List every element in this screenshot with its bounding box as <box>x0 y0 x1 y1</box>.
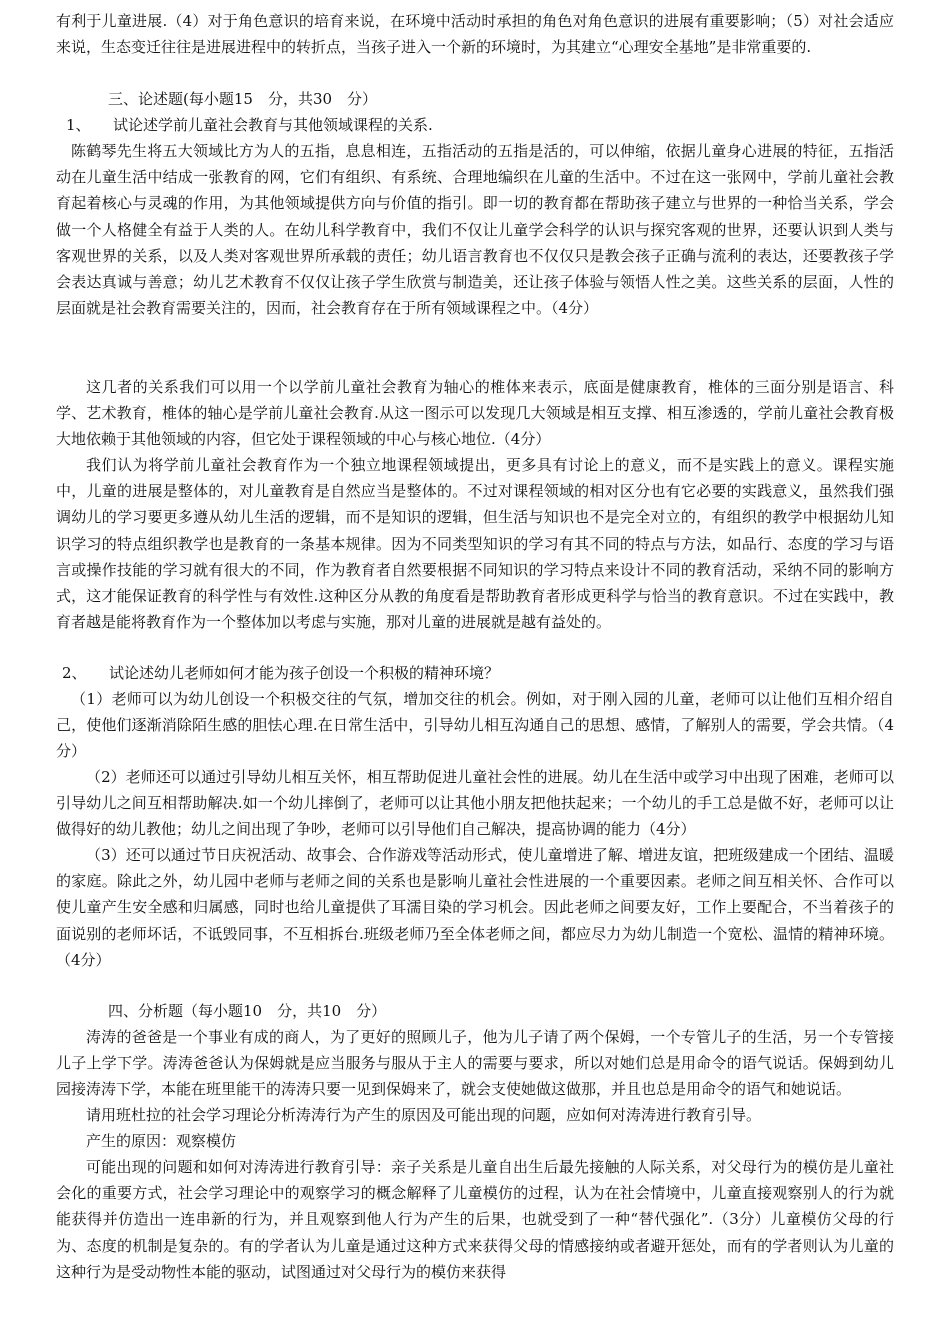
question-2-paragraph-2: （2）老师还可以通过引导幼儿相互关怀，相互帮助促进儿童社会性的进展。幼儿在生活中或学习中出现了困难，老师可以引导幼儿之间互相帮助解决.如一个幼儿摔倒了，老师可以让其他小朋友把他扶起来；一个幼儿的手工总是做不好，老师可以让做得好的幼儿教他；幼儿之间出现了争吵，老师可以引导他们自己解决，提高协调的能力（4分） <box>56 768 894 839</box>
question-1-paragraph-3: 我们认为将学前儿童社会教育作为一个独立地课程领域提出，更多具有讨论上的意义，而不是实践上的意义。课程实施中，儿童的进展是整体的，对儿童教育是自然应当是整体的。不过对课程领域的相对区分也有它必要的实践意义，虽然我们强调幼儿的学习要更多遵从幼儿生活的逻辑，而不是知识的逻辑，但生活与知识也不是完全对立的，有组织的教学中根据幼儿知识学习的特点组织教学也是教育的一条基本规律。因为不同类型知识的学习有其不同的特点与方法，如品行、态度的学习与语言或操作技能的学习就有很大的不同，作为教育者自然要根据不同知识的学习特点来设计不同的教育活动，采纳不同的影响方式，这才能保证教育的科学性与有效性.这种区分从教的角度看是帮助教育者形成更科学与恰当的教育意识。不过在实践中，教育者越是能将教育作为一个整体加以考虑与实施，那对儿童的进展就是越有益处的。 <box>56 456 894 632</box>
section-3-heading: 三、论述题(每小题15 分，共30 分） <box>108 90 378 108</box>
question-1-paragraph-1: 陈鹤琴先生将五大领域比方为人的五指，息息相连，五指活动的五指是活的，可以伸缩，依据儿童身心进展的特征，五指活动在儿童生活中结成一张教育的网，它们有组织、有系统、合理地编织在儿童的生活中。不过在这一张网中，学前儿童社会教育起着核心与灵魂的作用，为其他领域提供方向与价值的指引。即一切的教育都在帮助孩子建立与世界的一种恰当关系，学会做一个人格健全有益于人类的人。在幼儿科学教育中，我们不仅让儿童学会科学的认识与探究客观的世界，还要认识到人类与客观世界的关系，以及人类对客观世界所承载的责任；幼儿语言教育也不仅仅只是教会孩子正确与流利的表达，还要教孩子学会表达真诚与善意；幼儿艺术教育不仅仅让孩子学生欣赏与制造美，还让孩子体验与领悟人性之美。这些关系的层面，人性的层面就是社会教育需要关注的，因而，社会教育存在于所有领域课程之中。（4分） <box>56 142 894 318</box>
analysis-question: 请用班杜拉的社会学习理论分析涛涛行为产生的原因及可能出现的问题，应如何对涛涛进行教育引导。 <box>86 1106 762 1124</box>
section-4-heading: 四、分析题（每小题10 分，共10 分） <box>108 1002 387 1020</box>
intro-paragraph: 有利于儿童进展.（4）对于角色意识的培育来说，在环境中活动时承担的角色对角色意识的进展有重要影响；（5）对社会适应来说，生态变迁往往是进展进程中的转折点，当孩子进入一个新的环境时，为其建立“心理安全基地”是非常重要的. <box>56 12 894 57</box>
question-2-paragraph-1: （1）老师可以为幼儿创设一个积极交往的气氛，增加交往的机会。例如，对于刚入园的儿童，老师可以让他们互相介绍自己，使他们逐渐消除陌生感的胆怯心理.在日常生活中，引导幼儿相互沟通自己的思想、感情，了解别人的需要，学会共情。（4分） <box>56 690 894 761</box>
answer-paragraph: 可能出现的问题和如何对涛涛进行教育引导：亲子关系是儿童自出生后最先接触的人际关系，对父母行为的模仿是儿童社会化的重要方式，社会学习理论中的观察学习的概念解释了儿童模仿的过程，认为在社会情境中，儿童直接观察别人的行为就能获得并仿造出一连串新的行为，并且观察到他人行为产生的后果，也就受到了一种“替代强化”.（3分）儿童模仿父母的行为、态度的机制是复杂的。有的学者认为儿童是通过这种方式来获得父母的情感接纳或者避开惩处，而有的学者则认为儿童的这种行为是受动物性本能的驱动，试图通过对父母行为的模仿来获得 <box>56 1158 894 1281</box>
question-1-paragraph-2: 这几者的关系我们可以用一个以学前儿童社会教育为轴心的椎体来表示，底面是健康教育，椎体的三面分别是语言、科学、艺术教育，椎体的轴心是学前儿童社会教育.从这一图示可以发现几大领域是相互支撑、相互渗透的，学前儿童社会教育极大地依赖于其他领域的内容，但它处于课程领域的中心与核心地位.（4分） <box>56 378 894 449</box>
question-1-title: 1、 试论述学前儿童社会教育与其他领域课程的关系. <box>66 116 433 134</box>
cause-line: 产生的原因：观察模仿 <box>86 1132 237 1150</box>
question-2-title: 2、 试论述幼儿老师如何才能为孩子创设一个积极的精神环境？ <box>62 664 500 682</box>
case-paragraph: 涛涛的爸爸是一个事业有成的商人，为了更好的照顾儿子，他为儿子请了两个保姆，一个专管儿子的生活，另一个专管接儿子上学下学。涛涛爸爸认为保姆就是应当服务与服从于主人的需要与要求，所以对她们总是用命令的语气说话。保姆到幼儿园接涛涛下学，本能在班里能干的涛涛只要一见到保姆来了，就会支使她做这做那，并且也总是用命令的语气和她说话。 <box>56 1028 894 1099</box>
question-2-paragraph-3: （3）还可以通过节日庆祝活动、故事会、合作游戏等活动形式，使儿童增进了解、增进友谊，把班级建成一个团结、温暖的家庭。除此之外，幼儿园中老师与老师之间的关系也是影响儿童社会性进展的一个重要因素。老师之间互相关怀、合作可以使儿童产生安全感和归属感，同时也给儿童提供了耳濡目染的学习机会。因此老师之间要友好，工作上要配合，不当着孩子的面说别的老师坏话，不诋毁同事，不互相拆台.班级老师乃至全体老师之间，都应尽力为幼儿制造一个宽松、温情的精神环境。（4分） <box>56 846 894 969</box>
